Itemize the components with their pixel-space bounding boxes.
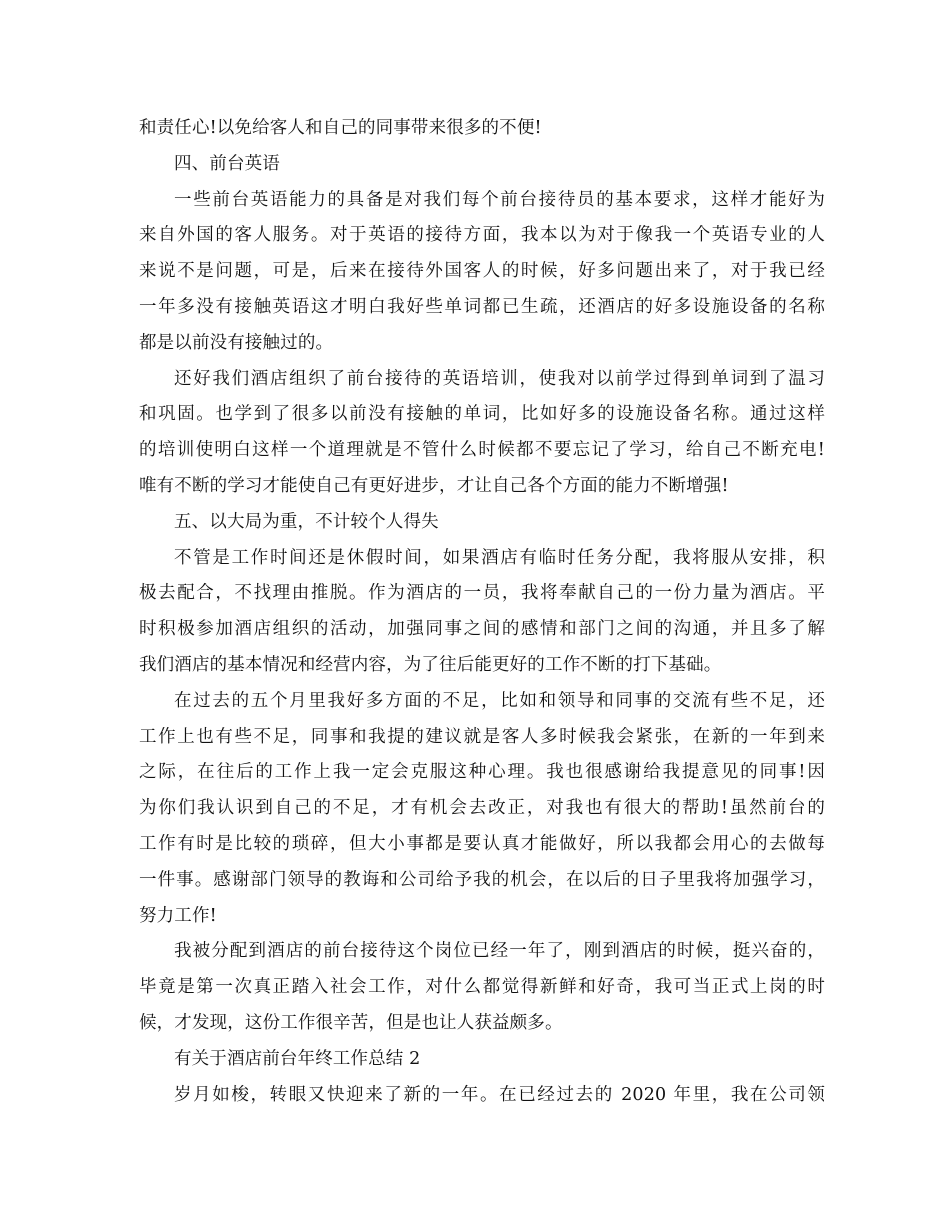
text-line-10: 的培训使明白这样一个道理就是不管什么时候都不要忘记了学习，给自己不断充电! bbox=[139, 440, 825, 461]
text-line-4: 来自外国的客人服务。对于英语的接待方面，我本以为对于像我一个英语专业的人 bbox=[139, 225, 825, 246]
text-line-19: 之际，在往后的工作上我一定会克服这种心理。我也很感谢给我提意见的同事!因 bbox=[139, 762, 825, 783]
text-line-3: 一些前台英语能力的具备是对我们每个前台接待员的基本要求，这样才能好为 bbox=[174, 189, 825, 210]
text-line-15: 时积极参加酒店组织的活动，加强同事之间的感情和部门之间的沟通，并且多了解 bbox=[139, 619, 825, 640]
text-line-28: 岁月如梭，转眼又快迎来了新的一年。在已经过去的 2020 年里，我在公司领 bbox=[174, 1084, 825, 1105]
section-heading-front-desk-english: 四、前台英语 bbox=[174, 153, 280, 174]
text-line-18: 工作上也有些不足，同事和我提的建议就是客人多时候我会紧张，在新的一年到来 bbox=[139, 726, 825, 747]
text-line-20: 为你们我认识到自己的不足，才有机会去改正，对我也有很大的帮助!虽然前台的 bbox=[139, 798, 825, 819]
document-body bbox=[139, 111, 825, 1113]
text-line-13: 不管是工作时间还是休假时间，如果酒店有临时任务分配，我将服从安排，积 bbox=[174, 547, 825, 568]
text-line-7: 都是以前没有接触过的。 bbox=[139, 332, 334, 353]
text-line-22: 一件事。感谢部门领导的教诲和公司给予我的机会，在以后的日子里我将加强学习， bbox=[139, 869, 825, 890]
section-heading-summary-2: 有关于酒店前台年终工作总结 2 bbox=[174, 1048, 421, 1069]
text-line-26: 候，才发现，这份工作很辛苦，但是也让人获益颇多。 bbox=[139, 1012, 563, 1033]
section-heading-big-picture: 五、以大局为重，不计较个人得失 bbox=[174, 511, 439, 532]
text-line-21: 工作有时是比较的琐碎，但大小事都是要认真才能做好，所以我都会用心的去做每 bbox=[139, 833, 825, 854]
text-line-9: 和巩固。也学到了很多以前没有接触的单词，比如好多的设施设备名称。通过这样 bbox=[139, 404, 825, 425]
text-line-24: 我被分配到酒店的前台接待这个岗位已经一年了，刚到酒店的时候，挺兴奋的， bbox=[174, 941, 825, 962]
text-line-1: 和责任心!以免给客人和自己的同事带来很多的不便! bbox=[139, 118, 542, 138]
text-line-17: 在过去的五个月里我好多方面的不足，比如和领导和同事的交流有些不足，还 bbox=[174, 690, 825, 711]
text-line-5: 来说不是问题，可是，后来在接待外国客人的时候，好多问题出来了，对于我已经 bbox=[139, 261, 825, 282]
text-line-8: 还好我们酒店组织了前台接待的英语培训，使我对以前学过得到单词到了温习 bbox=[174, 368, 825, 389]
text-line-25: 毕竟是第一次真正踏入社会工作，对什么都觉得新鲜和好奇，我可当正式上岗的时 bbox=[139, 977, 825, 998]
text-line-23: 努力工作! bbox=[139, 905, 217, 926]
text-line-6: 一年多没有接触英语这才明白我好些单词都已生疏，还酒店的好多设施设备的名称 bbox=[139, 296, 825, 317]
text-line-11: 唯有不断的学习才能使自己有更好进步，才让自己各个方面的能力不断增强! bbox=[139, 475, 729, 496]
text-line-14: 极去配合，不找理由推脱。作为酒店的一员，我将奉献自己的一份力量为酒店。平 bbox=[139, 583, 825, 604]
text-line-16: 我们酒店的基本情况和经营内容，为了往后能更好的工作不断的打下基础。 bbox=[139, 654, 722, 675]
